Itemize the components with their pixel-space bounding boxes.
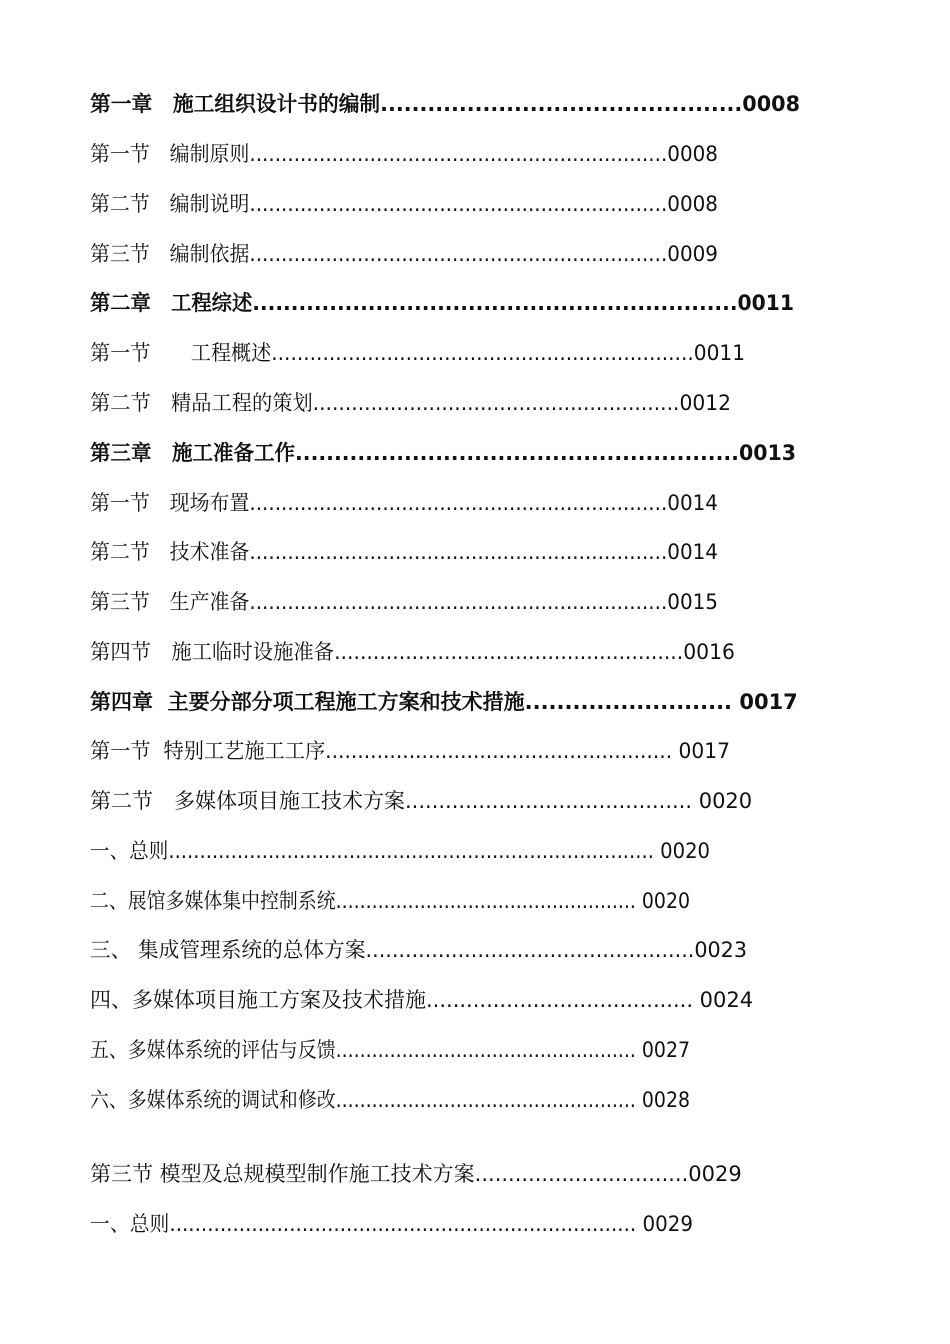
toc-entry-text: 第一节 现场布置..................................................................0014 — [90, 491, 718, 515]
toc-chapter-entry — [90, 89, 800, 119]
toc-entry-text: 第三章 施工准备工作.........................................................0013 — [90, 441, 797, 465]
toc-entry-text: 第四章 主要分部分项工程施工方案和技术措施.......................... 0017 — [90, 690, 798, 714]
toc-entry-text: 第二节 技术准备..................................................................0014 — [90, 540, 718, 564]
toc-section-entry — [90, 736, 730, 766]
toc-entry-text: 六、多媒体系统的调试和修改.................................................. 0028 — [90, 1088, 691, 1112]
toc-entry-text: 第三节 模型及总规模型制作施工技术方案................................0029 — [90, 1162, 742, 1186]
toc-entry-text: 第三节 编制依据..................................................................0009 — [90, 242, 718, 266]
toc-section-entry — [90, 786, 752, 816]
toc-entry-text: 一、总则.......................................................................... 0029 — [90, 1212, 693, 1236]
toc-section-entry — [90, 1035, 690, 1065]
toc-entry-text: 第二节 多媒体项目施工技术方案........................................... 0020 — [90, 789, 753, 813]
toc-section-entry — [90, 637, 735, 667]
toc-entry-text: 五、多媒体系统的评估与反馈.................................................. 0027 — [90, 1038, 691, 1062]
toc-section-entry — [90, 388, 731, 418]
toc-section-entry — [90, 338, 745, 368]
toc-section-entry — [90, 935, 747, 965]
toc-chapter-entry — [90, 288, 794, 318]
toc-chapter-entry — [90, 438, 796, 468]
toc-entry-text: 二、展馆多媒体集中控制系统.................................................. 0020 — [90, 889, 691, 913]
toc-section-entry — [90, 537, 718, 567]
toc-entry-text: 第二节 精品工程的策划.........................................................0012 — [90, 391, 731, 415]
toc-entry-text: 第一节 工程概述..................................................................0011 — [90, 341, 746, 365]
toc-entry-text: 三、 集成管理系统的总体方案..................................................0023 — [90, 938, 748, 962]
toc-section-entry — [90, 836, 710, 866]
toc-entry-text: 第一节 编制原则..................................................................0008 — [90, 142, 718, 166]
toc-entry-text: 第二节 编制说明..................................................................0008 — [90, 192, 718, 216]
toc-chapter-entry — [90, 687, 798, 717]
toc-section-entry — [90, 1085, 690, 1115]
toc-entry-text: 第一节 特别工艺施工工序...................................................... 0017 — [90, 739, 731, 763]
toc-section-entry — [90, 985, 753, 1015]
toc-section-entry — [90, 587, 718, 617]
toc-section-entry — [90, 189, 718, 219]
toc-section-entry — [90, 1159, 742, 1189]
toc-entry-text: 四、多媒体项目施工方案及技术措施........................................ 0024 — [90, 988, 754, 1012]
toc-entry-text: 第四节 施工临时设施准备......................................................0016 — [90, 640, 736, 664]
toc-entry-text: 第一章 施工组织设计书的编制..............................................0008 — [90, 92, 800, 116]
toc-entry-text: 第二章 工程综述...............................................................0011 — [90, 291, 794, 315]
toc-section-entry — [90, 488, 718, 518]
toc-section-entry — [90, 1209, 693, 1239]
toc-entry-text: 第三节 生产准备..................................................................0015 — [90, 590, 718, 614]
toc-section-entry — [90, 886, 690, 916]
toc-entry-text: 一、总则.............................................................................. 0020 — [90, 839, 710, 863]
toc-section-entry — [90, 239, 718, 269]
toc-section-entry — [90, 139, 718, 169]
